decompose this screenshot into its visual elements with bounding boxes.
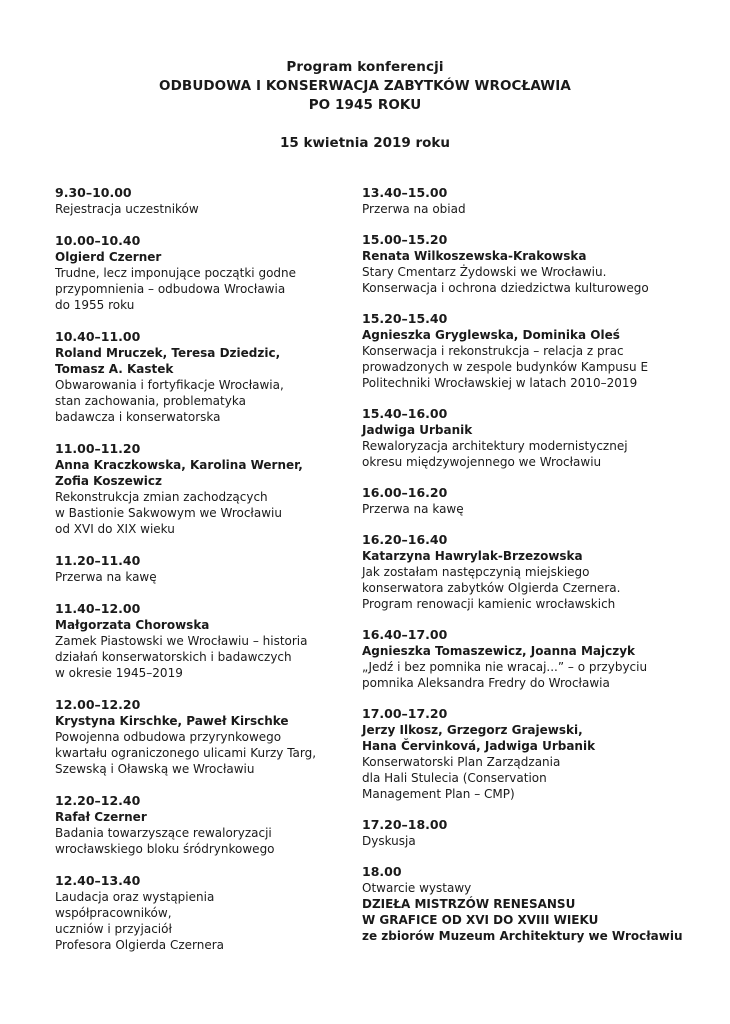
slot-time: 16.40–17.00 [362,627,448,642]
program-header [0,58,730,153]
schedule-slot [362,485,702,517]
schedule-slot [362,817,702,849]
schedule-slot [362,311,702,391]
slot-exhibition-title: DZIEŁA MISTRZÓW RENESANSU W GRAFICE OD XVI DO XVIII WIEKU ze zbiorów Muzeum Architektury we Wrocławiu [362,897,683,943]
program-subtitle: Program konferencji [286,59,444,75]
slot-time: 10.00–10.40 [55,233,141,248]
slot-description: Powojenna odbudowa przyrynkowego kwartału ograniczonego ulicami Kurzy Targ, Szewską i Oławską we Wrocławiu [55,730,317,776]
slot-time: 15.20–15.40 [362,311,448,326]
schedule-slot [362,532,702,612]
slot-description: Obwarowania i fortyfikacje Wrocławia, stan zachowania, problematyka badawcza i konserwatorska [55,378,284,424]
slot-time: 15.40–16.00 [362,406,448,421]
slot-speaker: Renata Wilkoszewska-Krakowska [362,249,587,263]
slot-description: Rekonstrukcja zmian zachodzących w Bastionie Sakwowym we Wrocławiu od XVI do XIX wieku [55,490,282,536]
slot-time: 16.20–16.40 [362,532,448,547]
slot-time: 11.20–11.40 [55,553,141,568]
conference-date: 15 kwietnia 2019 roku [279,135,450,151]
slot-description: Rejestracja uczestników [55,202,199,216]
slot-description: Badania towarzyszące rewaloryzacji wrocławskiego bloku śródrynkowego [55,826,275,856]
slot-time: 11.40–12.00 [55,601,141,616]
slot-time: 16.00–16.20 [362,485,448,500]
slot-description: Konserwacja i rekonstrukcja – relacja z prac prowadzonych w zespole budynków Kampusu E Politechniki Wrocławskiej w latach 2010–2019 [362,344,649,390]
slot-speaker: Jadwiga Urbanik [362,423,473,437]
slot-time: 13.40–15.00 [362,185,448,200]
schedule-slot [55,329,345,425]
slot-description: Przerwa na obiad [362,202,466,216]
slot-description: Przerwa na kawę [362,502,464,516]
slot-description: Dyskusja [362,834,416,848]
slot-time: 12.00–12.20 [55,697,141,712]
slot-time: 10.40–11.00 [55,329,141,344]
slot-speaker: Agnieszka Gryglewska, Dominika Oleś [362,328,620,342]
schedule-slot [55,601,345,681]
slot-speaker: Rafał Czerner [55,810,147,824]
schedule-slot [362,406,702,470]
schedule-slot [55,697,345,777]
slot-speaker: Katarzyna Hawrylak-Brzezowska [362,549,583,563]
slot-description: Trudne, lecz imponujące początki godne przypomnienia – odbudowa Wrocławia do 1955 roku [55,266,297,312]
slot-speaker: Olgierd Czerner [55,250,162,264]
slot-description: Konserwatorski Plan Zarządzania dla Hali Stulecia (Conservation Management Plan – CMP) [362,755,561,801]
slot-description: Jak zostałam następczynią miejskiego konserwatora zabytków Olgierda Czernera. Program renowacji kamienic wrocławskich [362,565,621,611]
slot-time: 11.00–11.20 [55,441,141,456]
slot-time: 12.40–13.40 [55,873,141,888]
schedule-right-column [362,185,702,959]
slot-time: 9.30–10.00 [55,185,132,200]
slot-description: Otwarcie wystawy [362,881,472,895]
slot-speaker: Roland Mruczek, Teresa Dziedzic, Tomasz A. Kastek [55,346,281,376]
schedule-slot [362,232,702,296]
conference-title: ODBUDOWA I KONSERWACJA ZABYTKÓW WROCŁAWIA [159,78,571,94]
schedule-slot [362,185,702,217]
slot-speaker: Anna Kraczkowska, Karolina Werner, Zofia Koszewicz [55,458,303,488]
slot-speaker: Jerzy Ilkosz, Grzegorz Grajewski, Hana Červinková, Jadwiga Urbanik [362,723,596,753]
schedule-slot [55,185,345,217]
schedule-slot [362,627,702,691]
schedule-slot [55,873,345,953]
slot-description: Zamek Piastowski we Wrocławiu – historia działań konserwatorskich i badawczych w okresie 1945–2019 [55,634,308,680]
schedule-slot [362,864,702,944]
slot-description: Stary Cmentarz Żydowski we Wrocławiu. Konserwacja i ochrona dziedzictwa kulturowego [362,265,649,295]
schedule-left-column [55,185,345,969]
schedule-slot [55,553,345,585]
schedule-slot [362,706,702,802]
slot-time: 18.00 [362,864,402,879]
slot-time: 17.00–17.20 [362,706,448,721]
schedule-slot [55,441,345,537]
schedule-slot [55,233,345,313]
schedule-slot [55,793,345,857]
slot-time: 17.20–18.00 [362,817,448,832]
slot-time: 12.20–12.40 [55,793,141,808]
slot-description: Przerwa na kawę [55,570,157,584]
slot-time: 15.00–15.20 [362,232,448,247]
slot-description: Rewaloryzacja architektury modernistycznej okresu międzywojennego we Wrocławiu [362,439,628,469]
slot-speaker: Agnieszka Tomaszewicz, Joanna Majczyk [362,644,636,658]
slot-speaker: Krystyna Kirschke, Paweł Kirschke [55,714,289,728]
conference-title-cont: PO 1945 ROKU [308,97,422,113]
slot-speaker: Małgorzata Chorowska [55,618,210,632]
slot-description: „Jedź i bez pomnika nie wracaj...” – o przybyciu pomnika Aleksandra Fredry do Wrocławia [362,660,648,690]
slot-description: Laudacja oraz wystąpienia współpracowników, uczniów i przyjaciół Profesora Olgierda Czernera [55,890,225,952]
